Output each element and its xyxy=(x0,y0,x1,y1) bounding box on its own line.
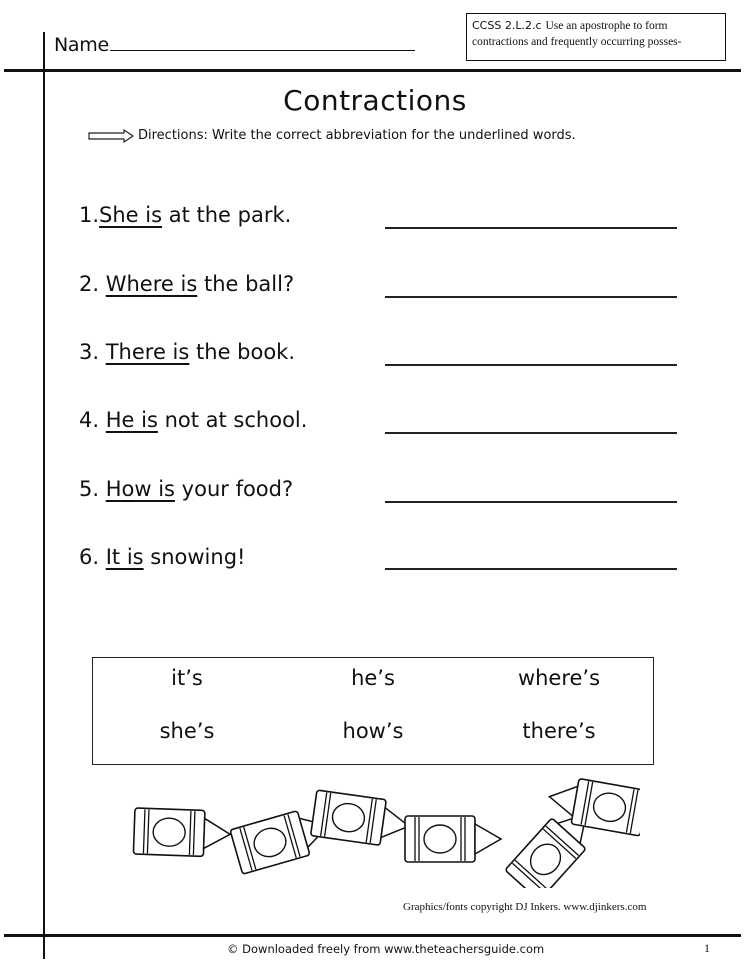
question-6 xyxy=(79,545,245,569)
underlined-words: Where is xyxy=(105,272,198,296)
standard-text-line2: contractions and frequently occurring posses- xyxy=(472,36,682,48)
question-1 xyxy=(79,203,291,227)
answer-line-4[interactable] xyxy=(385,432,677,434)
right-arrow-icon xyxy=(88,129,134,143)
footer-rule xyxy=(4,934,741,937)
question-rest: your food? xyxy=(175,477,294,501)
directions xyxy=(88,128,576,143)
word-bank-item: how’s xyxy=(342,719,404,743)
question-number: 3. xyxy=(79,340,100,364)
question-rest: snowing! xyxy=(143,545,246,569)
crayons-border-illustration xyxy=(120,778,640,888)
question-number: 6. xyxy=(79,545,106,569)
name-field[interactable] xyxy=(54,34,415,56)
word-bank-item: she’s xyxy=(159,719,215,743)
question-5 xyxy=(79,477,293,501)
standard-box xyxy=(466,13,726,61)
question-4 xyxy=(79,408,307,432)
word-bank-item: it’s xyxy=(171,666,203,690)
answer-line-5[interactable] xyxy=(385,501,677,503)
underlined-words: He is xyxy=(105,408,158,432)
underlined-words: How is xyxy=(105,477,175,501)
question-rest: the book. xyxy=(189,340,296,364)
directions-text: Directions: Write the correct abbreviation for the underlined words. xyxy=(138,128,576,143)
question-3 xyxy=(79,340,295,364)
answer-line-2[interactable] xyxy=(385,296,677,298)
question-rest: the ball? xyxy=(197,272,295,296)
word-bank xyxy=(92,657,654,765)
question-2 xyxy=(79,272,294,296)
underlined-words: It is xyxy=(105,545,144,569)
word-bank-item: he’s xyxy=(351,666,395,690)
question-number: 1. xyxy=(79,203,100,227)
question-number: 4. xyxy=(79,408,100,432)
word-bank-item: there’s xyxy=(522,719,596,743)
question-rest: not at school. xyxy=(157,408,308,432)
underlined-words: She is xyxy=(99,203,163,227)
margin-vertical-line xyxy=(43,32,45,959)
header-rule xyxy=(4,69,741,72)
standard-text-line1: Use an apostrophe to form xyxy=(545,20,668,32)
word-bank-item: where’s xyxy=(517,666,601,690)
name-blank-line[interactable] xyxy=(110,34,415,51)
underlined-words: There is xyxy=(105,340,190,364)
page-number: 1 xyxy=(704,941,710,955)
worksheet-title: Contractions xyxy=(283,84,467,117)
standard-code: CCSS 2.L.2.c xyxy=(472,19,542,32)
name-label: Name xyxy=(54,34,109,56)
answer-line-1[interactable] xyxy=(385,227,677,229)
graphics-credit: Graphics/fonts copyright DJ Inkers. www.djinkers.com xyxy=(403,901,647,913)
answer-line-3[interactable] xyxy=(385,364,677,366)
question-number: 5. xyxy=(79,477,100,501)
question-rest: at the park. xyxy=(162,203,292,227)
answer-line-6[interactable] xyxy=(385,568,677,570)
question-number: 2. xyxy=(79,272,100,296)
download-credit: © Downloaded freely from www.theteachersguide.com xyxy=(227,942,545,956)
